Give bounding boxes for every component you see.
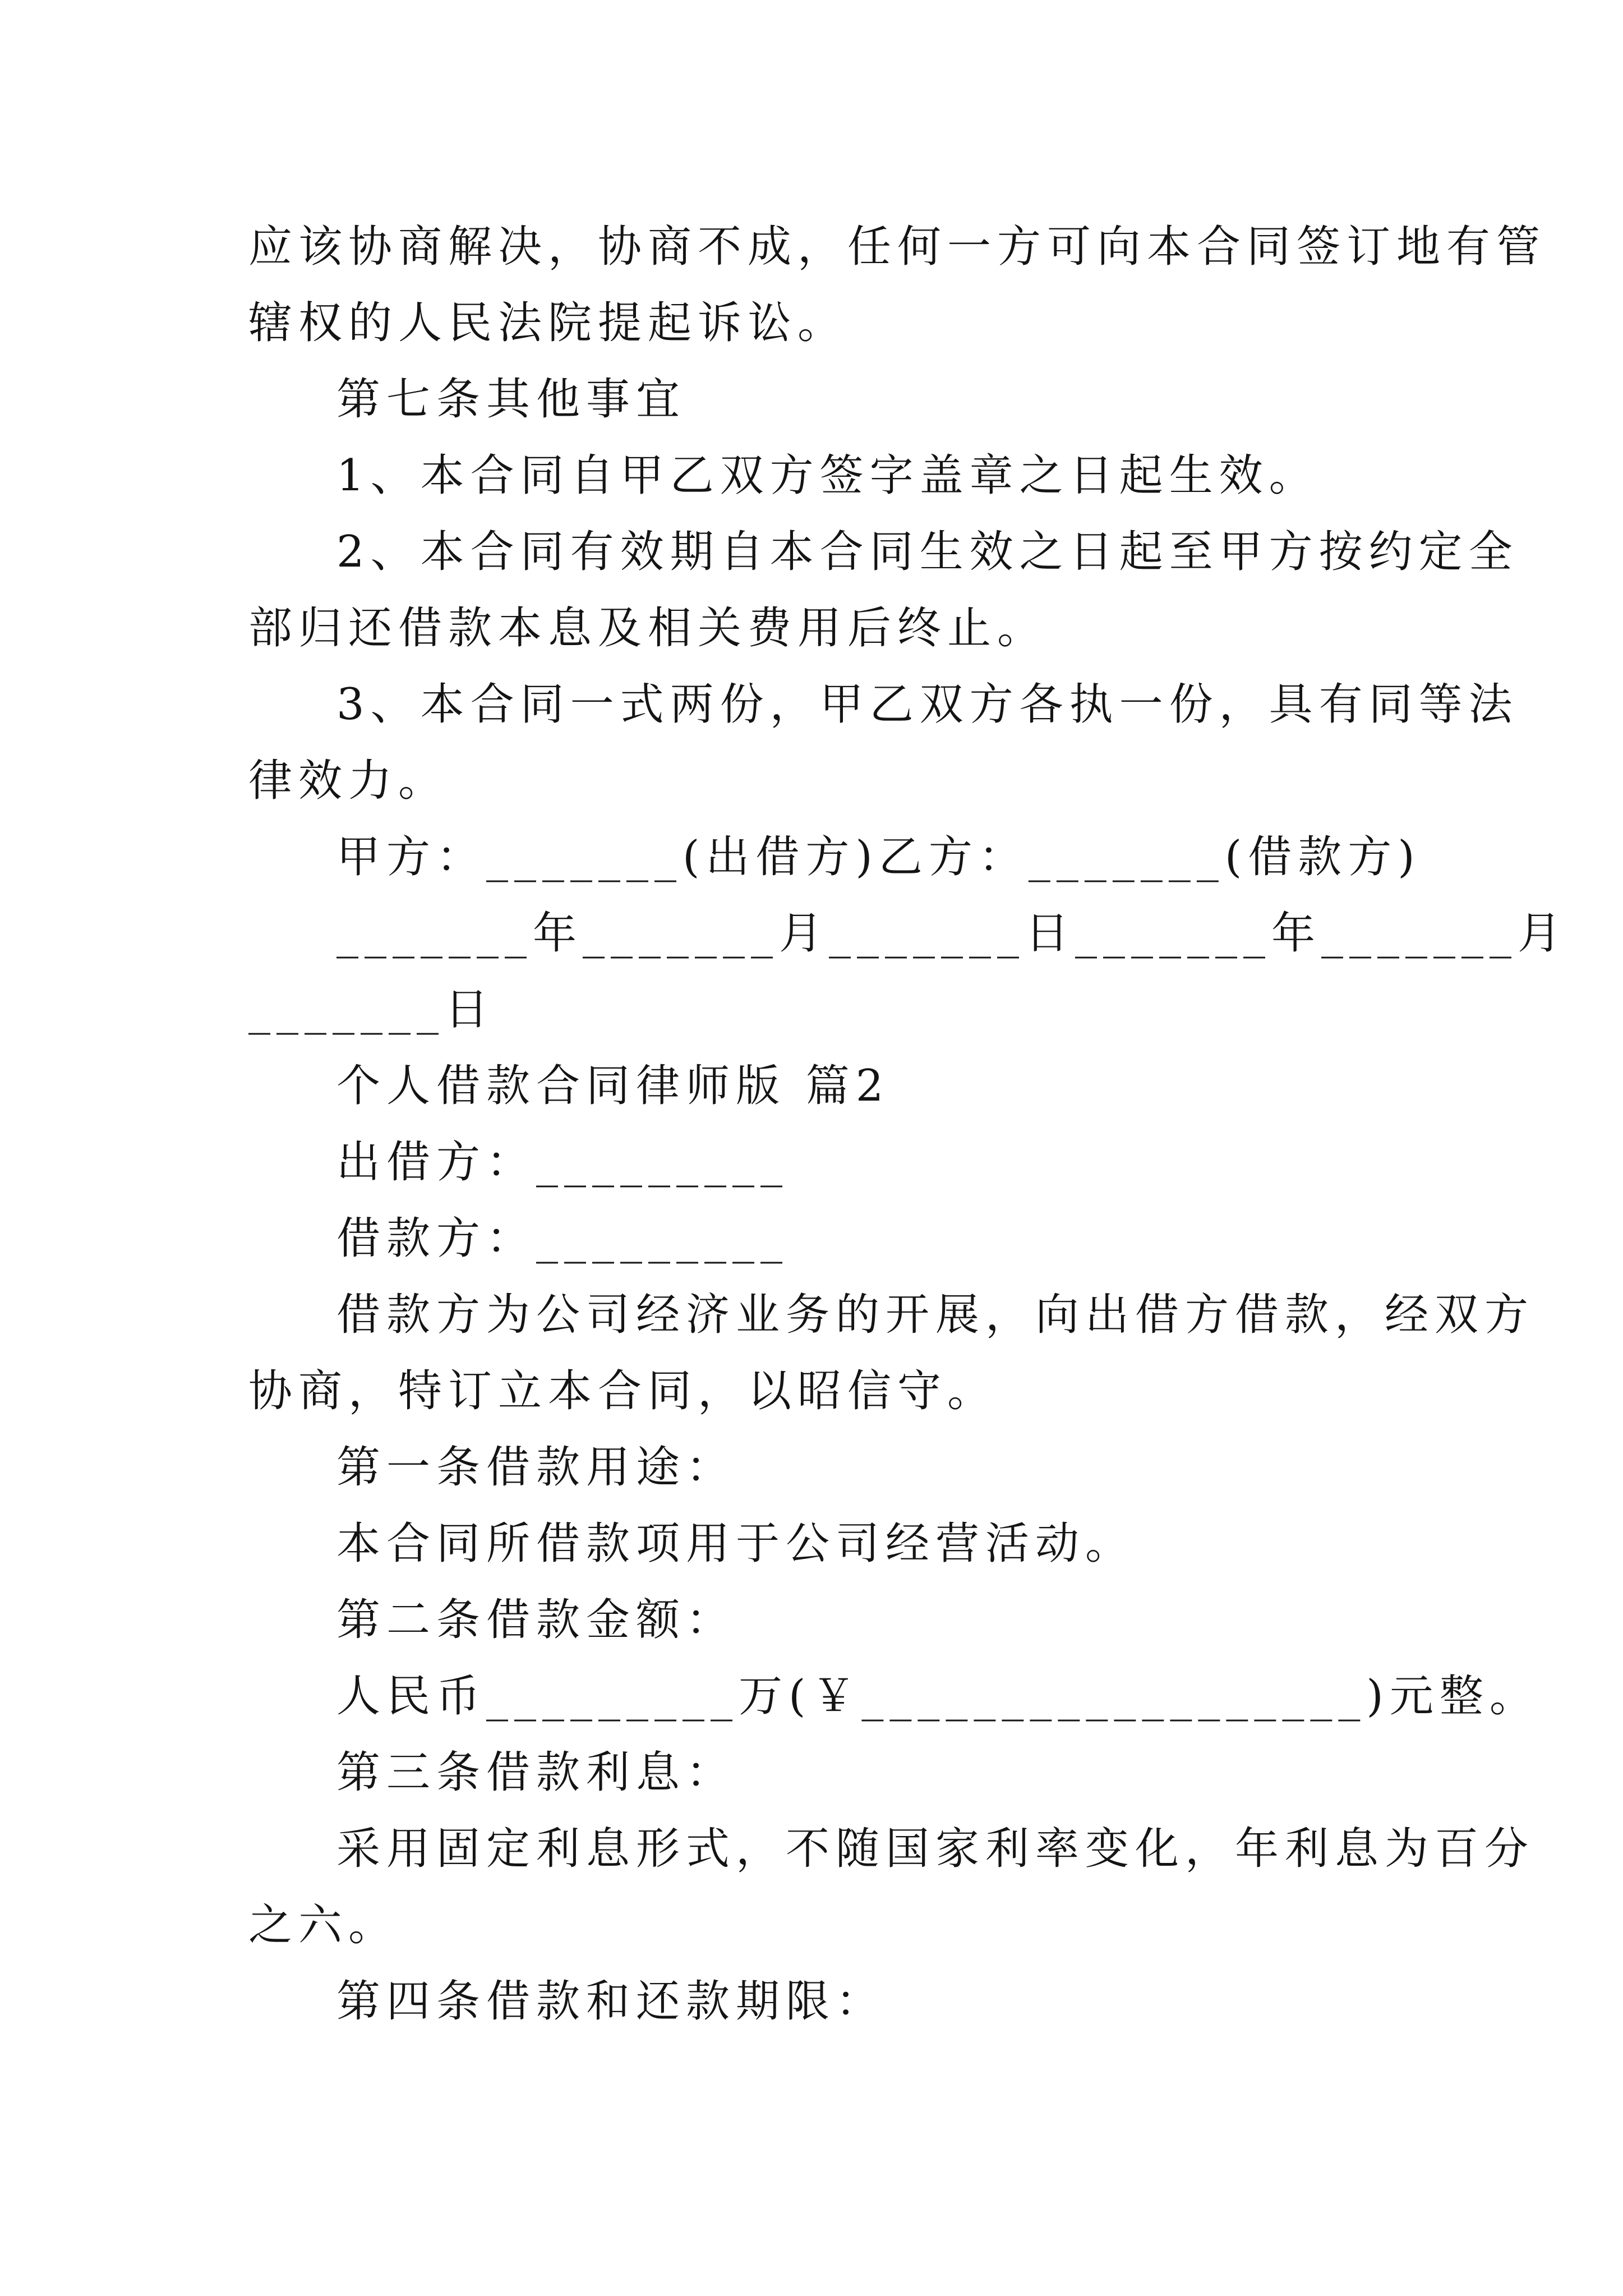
amount-line: 人民币_________万(￥__________________)元整。 bbox=[336, 1671, 1539, 1722]
paragraph-line: 律效力。 bbox=[248, 756, 449, 806]
paragraph-line: 协商，特订立本合同，以昭信守。 bbox=[248, 1366, 998, 1416]
signature-line: 甲方：_______(出借方)乙方：_______(借款方) bbox=[336, 832, 1421, 882]
date-line: _______年_______月_______日_______年_______月 bbox=[336, 908, 1568, 959]
section-heading: 第四条借款和还款期限： bbox=[336, 1976, 886, 2027]
section-heading: 第七条其他事宜 bbox=[336, 374, 686, 425]
section-heading: 第一条借款用途： bbox=[336, 1442, 736, 1493]
borrower-field: 借款方：_________ bbox=[336, 1213, 789, 1264]
paragraph-line: 部归还借款本息及相关费用后终止。 bbox=[248, 603, 1048, 654]
paragraph-line: 应该协商解决，协商不成，任何一方可向本合同签订地有管 bbox=[248, 222, 1547, 272]
paragraph-line: 2、本合同有效期自本合同生效之日起至甲方按约定全 bbox=[336, 527, 1519, 577]
paragraph-line: 采用固定利息形式，不随国家利率变化，年利息为百分 bbox=[336, 1824, 1535, 1874]
paragraph-line: 本合同所借款项用于公司经营活动。 bbox=[336, 1519, 1136, 1569]
document-title: 个人借款合同律师版 篇2 bbox=[336, 1061, 890, 1111]
paragraph-line: 之六。 bbox=[248, 1900, 399, 1950]
paragraph-line: 辖权的人民法院提起诉讼。 bbox=[248, 298, 848, 348]
paragraph-line: 借款方为公司经济业务的开展，向出借方借款，经双方 bbox=[336, 1290, 1535, 1340]
section-heading: 第三条借款利息： bbox=[336, 1747, 736, 1798]
section-heading: 第二条借款金额： bbox=[336, 1595, 736, 1645]
date-line: _______日 bbox=[248, 984, 495, 1035]
paragraph-line: 1、本合同自甲乙双方签字盖章之日起生效。 bbox=[336, 450, 1319, 501]
paragraph-line: 3、本合同一式两份，甲乙双方各执一份，具有同等法 bbox=[336, 679, 1519, 730]
lender-field: 出借方：_________ bbox=[336, 1137, 789, 1188]
